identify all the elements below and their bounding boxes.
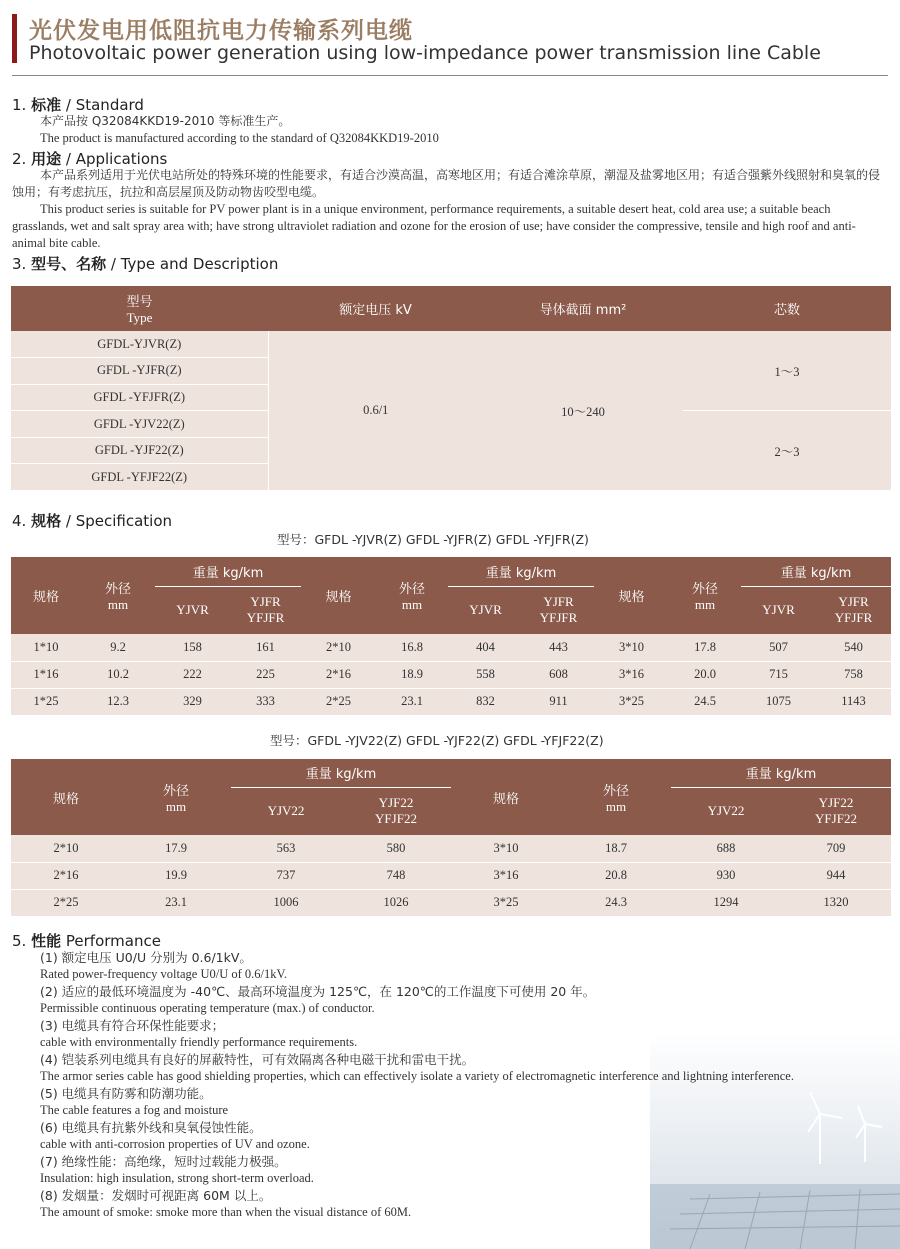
table-cell: 737	[231, 862, 341, 889]
table-row: GFDL -YJF22(Z)	[11, 437, 891, 464]
table-cell: 161	[230, 634, 301, 661]
table-cell: 329	[155, 688, 230, 715]
table-cell: 709	[781, 835, 891, 862]
section-performance-heading: 5. 性能 Performance	[12, 932, 161, 950]
performance-item-en: Rated power-frequency voltage U0/U of 0.6/1kV.	[40, 967, 288, 981]
standard-text	[12, 113, 886, 147]
section-applications-heading: 2. 用途 / Applications	[12, 150, 168, 168]
spec-table-2: 规格 外径 mm 重量 kg/km 规格 外径 mm 重量 kg/km YJV22 YJF22 YFJF22 YJV22 YJF22 YFJF22 2*10 17.9 563 580 3*10 18.7 688 709 2*16 19.9 737 748 3*16 20.8 930 944 2*25 23.1 1006 1026 3*25 24.3 1294 1320	[11, 759, 891, 917]
section-types-heading: 3. 型号、名称 / Type and Description	[12, 255, 279, 273]
performance-item-en: cable with environmentally friendly performance requirements.	[40, 1035, 358, 1049]
performance-item-cn: (7) 绝缘性能：高绝缘，短时过载能力极强。	[40, 1154, 287, 1169]
performance-list	[12, 949, 890, 1221]
table-cell: 10.2	[81, 661, 155, 688]
standard-line-cn: 本产品按 Q32084KKD19-2010 等标准生产。	[40, 114, 291, 128]
cores-cell-b: 2～3	[683, 411, 891, 491]
table-cell: 944	[781, 862, 891, 889]
performance-item-cn: (1) 额定电压 U0/U 分别为 0.6/1kV。	[40, 950, 252, 965]
spec-caption-2: 型号：GFDL -YJV22(Z) GFDL -YJF22(Z) GFDL -YFJF22(Z)	[270, 733, 604, 748]
performance-item-cn: (4) 铠装系列电缆具有良好的屏蔽特性，可有效隔离各种电磁干扰和雷电干扰。	[40, 1052, 475, 1067]
table-cell: 1006	[231, 889, 341, 916]
table-cell: 16.8	[376, 634, 448, 661]
table-cell: 2*25	[11, 889, 121, 916]
type-table	[11, 286, 891, 491]
performance-item-en: cable with anti-corrosion properties of UV and ozone.	[40, 1137, 310, 1151]
table-row	[11, 889, 891, 916]
table-cell: 12.3	[81, 688, 155, 715]
performance-item-en: The armor series cable has good shielding properties, which can effectively isolate a variety of electromagnetic interference and lightning interference.	[40, 1069, 794, 1083]
table-cell: 18.7	[561, 835, 671, 862]
table-cell: 540	[816, 634, 891, 661]
table-cell: 9.2	[81, 634, 155, 661]
table-cell: 930	[671, 862, 781, 889]
table-cell: 2*16	[11, 862, 121, 889]
table-cell: 563	[231, 835, 341, 862]
section-cell: 10～240	[483, 331, 683, 491]
table-cell: 758	[816, 661, 891, 688]
table-row	[11, 862, 891, 889]
spec-caption-1: 型号：GFDL -YJVR(Z) GFDL -YJFR(Z) GFDL -YFJFR(Z)	[277, 532, 589, 547]
table-cell: 1320	[781, 889, 891, 916]
table-cell: 222	[155, 661, 230, 688]
table-row	[11, 634, 891, 661]
table-row: GFDL -YJFR(Z)	[11, 358, 891, 385]
table-cell: 911	[523, 688, 594, 715]
spec-table-1: 规格 外径 mm 重量 kg/km 规格 外径 mm 重量 kg/km 规格 外径 mm 重量 kg/km YJVR YJFR YFJFR YJVR YJFR YFJFR YJVR YJFR YFJFR 1*10 9.2 158 161 2*10 16.8 404 443 3*10 17.8 507 540 1*16 10.2 222 225 2*16 18.9 558 608 3*16 20.0 715 758 1*25 12.3 329 333 2*25 23.1 832 911 3*25 24.5 1075 1143	[11, 557, 891, 716]
table-cell: 688	[671, 835, 781, 862]
performance-item-cn: (3) 电缆具有符合环保性能要求；	[40, 1018, 225, 1033]
col-section: 导体截面 mm²	[483, 286, 683, 331]
table-cell: 24.5	[669, 688, 741, 715]
table-cell: 3*16	[451, 862, 561, 889]
table-cell: 580	[341, 835, 451, 862]
table-cell: 3*10	[594, 634, 669, 661]
table-cell: 1294	[671, 889, 781, 916]
table-row	[11, 835, 891, 862]
table-cell: 832	[448, 688, 523, 715]
table-cell: 1*16	[11, 661, 81, 688]
table-cell: 1075	[741, 688, 816, 715]
table-cell: 443	[523, 634, 594, 661]
col-cores: 芯数	[683, 286, 891, 331]
table-cell: 20.8	[561, 862, 671, 889]
table-cell: 158	[155, 634, 230, 661]
table-cell: 17.8	[669, 634, 741, 661]
table-cell: 20.0	[669, 661, 741, 688]
table-cell: 18.9	[376, 661, 448, 688]
table-cell: 23.1	[376, 688, 448, 715]
section-spec-heading: 4. 规格 / Specification	[12, 512, 173, 530]
table-cell: 608	[523, 661, 594, 688]
applications-text	[12, 167, 886, 252]
table-cell: 1143	[816, 688, 891, 715]
table-cell: 3*16	[594, 661, 669, 688]
table-cell: 333	[230, 688, 301, 715]
table-row: GFDL -YJV22(Z) 2～3	[11, 411, 891, 438]
table-cell: 23.1	[121, 889, 231, 916]
table-cell: 1*25	[11, 688, 81, 715]
performance-item-cn: (5) 电缆具有防雾和防潮功能。	[40, 1086, 212, 1101]
table-cell: 2*10	[301, 634, 376, 661]
performance-item-cn: (6) 电缆具有抗紫外线和臭氧侵蚀性能。	[40, 1120, 262, 1135]
applications-line-cn: 本产品系列适用于光伏电站所处的特殊环境的性能要求，有适合沙漠高温，高寒地区用；有适合滩涂草原，潮湿及盐雾地区用；有适合强紫外线照射和臭氧的侵蚀用；有考虑抗压，抗拉和高层屋顶及防动物齿咬型电缆。	[12, 168, 881, 199]
voltage-cell: 0.6/1	[268, 331, 483, 491]
table-cell: 715	[741, 661, 816, 688]
table-cell: 3*10	[451, 835, 561, 862]
table-cell: 3*25	[451, 889, 561, 916]
title-accent-bar	[12, 14, 17, 63]
table-row	[11, 688, 891, 715]
performance-item-en: The cable features a fog and moisture	[40, 1103, 229, 1117]
applications-line-en: This product series is suitable for PV power plant is in a unique environment, performance requirements, a suitable desert heat, cold area use; a suitable beach grasslands, wet and salt spray area with; have strong ultraviolet radiation and ozone for the erosion of use; have consider the compressive, tensile and high roof and anti-animal bite cable.	[12, 202, 856, 250]
standard-line-en: The product is manufactured according to the standard of Q32084KKD19-2010	[40, 131, 439, 145]
table-cell: 1026	[341, 889, 451, 916]
table-cell: 225	[230, 661, 301, 688]
page-title-cn: 光伏发电用低阻抗电力传输系列电缆	[29, 18, 413, 44]
table-cell: 2*16	[301, 661, 376, 688]
table-cell: 24.3	[561, 889, 671, 916]
table-row: GFDL -YFJFR(Z)	[11, 384, 891, 411]
performance-item-en: The amount of smoke: smoke more than when the visual distance of 60M.	[40, 1205, 412, 1219]
performance-item-en: Permissible continuous operating temperature (max.) of conductor.	[40, 1001, 375, 1015]
table-cell: 404	[448, 634, 523, 661]
table-cell: 3*25	[594, 688, 669, 715]
cores-cell-a: 1～3	[683, 331, 891, 411]
table-cell: 19.9	[121, 862, 231, 889]
table-row	[11, 661, 891, 688]
table-cell: 748	[341, 862, 451, 889]
table-cell: 1*10	[11, 634, 81, 661]
table-row: GFDL-YJVR(Z) 0.6/1 10～240 1～3	[11, 331, 891, 358]
col-voltage: 额定电压 kV	[268, 286, 483, 331]
header-divider	[12, 75, 888, 76]
page-title-en: Photovoltaic power generation using low-impedance power transmission line Cable	[29, 42, 821, 64]
table-cell: 17.9	[121, 835, 231, 862]
section-standard-heading: 1. 标准 / Standard	[12, 96, 144, 114]
performance-item-en: Insulation: high insulation, strong short-term overload.	[40, 1171, 314, 1185]
table-row: GFDL -YFJF22(Z)	[11, 464, 891, 491]
performance-item-cn: (8) 发烟量：发烟时可视距离 60M 以上。	[40, 1188, 272, 1203]
col-type: 型号 Type	[11, 286, 268, 331]
table-cell: 2*25	[301, 688, 376, 715]
table-cell: 558	[448, 661, 523, 688]
table-cell: 2*10	[11, 835, 121, 862]
performance-item-cn: (2) 适应的最低环境温度为 -40℃、最高环境温度为 125℃，在 120℃的工作温度下可使用 20 年。	[40, 984, 596, 999]
table-cell: 507	[741, 634, 816, 661]
